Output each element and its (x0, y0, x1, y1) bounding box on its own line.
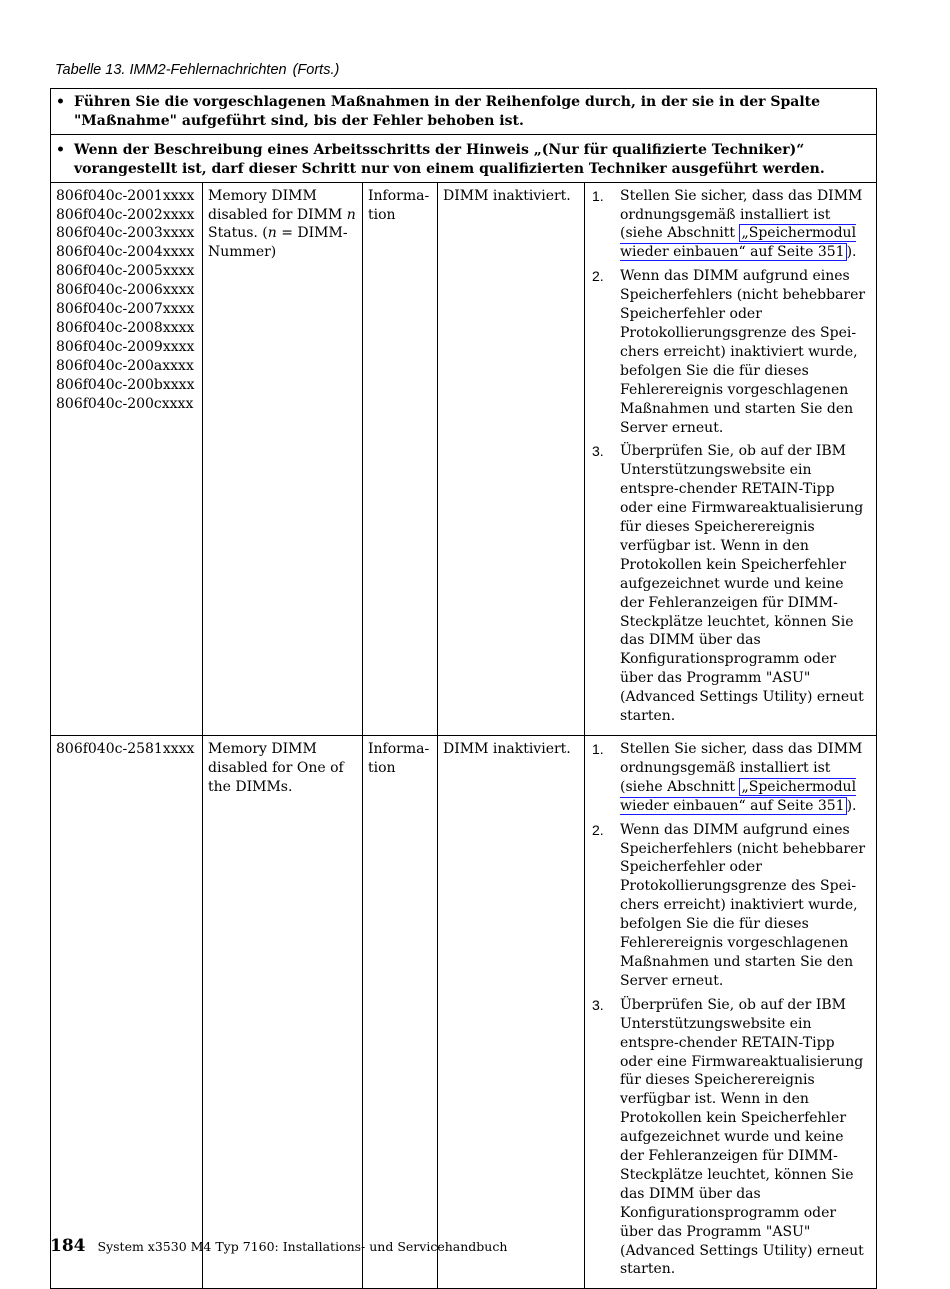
action-steps (590, 740, 871, 1279)
table-caption (55, 62, 339, 78)
header-note-text: Führen Sie die vorgeschlagenen Maßnahmen in der Reihenfolge durch, in der sie in der Spalte "Maßnahme" aufgeführt sind, bis der Fehler behoben ist. (74, 94, 821, 129)
event-code: 806f040c-2581xxxx (56, 741, 195, 757)
message-cell: Memory DIMM disabled for One of the DIMMs. (203, 736, 363, 1289)
action-step (590, 187, 871, 263)
action-step (590, 267, 871, 437)
message-cell (203, 182, 363, 735)
bullet: • (56, 141, 65, 158)
header-note (56, 93, 868, 131)
action-cell (585, 736, 877, 1289)
message-variable: n (346, 206, 356, 223)
step-text-part: Stellen Sie sicher, dass das DIMM ordnungsgemäß installiert ist (siehe Abschnitt (620, 187, 863, 242)
header-note-text: Wenn der Beschreibung eines Arbeitsschritts der Hinweis „(Nur für qualifizierte Techniker)“ vorangestellt ist, darf dieser Schritt nur von einem qualifizierten Techniker ausgeführt werden. (74, 141, 825, 177)
page-footer (50, 1236, 507, 1256)
explanation-cell: DIMM inaktiviert. (438, 182, 585, 735)
step-text (620, 740, 871, 816)
caption-title: Tabelle 13. IMM2-Fehlernachrichten (55, 62, 287, 78)
step-text: Wenn das DIMM aufgrund eines Speicherfehlers (nicht behebbarer Speicherfehler oder Protokollierungsgrenze des Spei-chers erreicht) inaktiviert wurde, befolgen Sie die für dieses Fehlerereignis vorgeschlagenen Maßnahmen und starten Sie den Server erneut. (620, 268, 866, 436)
action-step (590, 740, 871, 816)
error-message-table (50, 88, 877, 1289)
message-text: Memory DIMM disabled for DIMM (208, 187, 347, 223)
action-steps (590, 187, 871, 726)
step-number: 2. (592, 268, 604, 285)
event-code: 806f040c-2004xxxx (56, 244, 195, 261)
event-code: 806f040c-2002xxxx (56, 206, 195, 223)
message-text: Status. ( (208, 225, 268, 242)
action-cell (585, 182, 877, 735)
cross-reference-link[interactable]: „Speichermodul wieder einbauen“ auf Seite 351 (620, 225, 857, 261)
step-number: 1. (592, 741, 604, 757)
table-row (51, 736, 877, 1289)
event-code: 806f040c-2009xxxx (56, 338, 195, 355)
event-code: 806f040c-2008xxxx (56, 319, 195, 336)
message-variable: n (267, 225, 277, 242)
severity-cell: Informa-tion (363, 182, 438, 735)
step-text: Überprüfen Sie, ob auf der IBM Unterstützungswebsite ein entspre-chender RETAIN-Tipp oder eine Firmwareaktualisierung für dieses Speicherereignis verfügbar ist. Wenn in den Protokollen kein Speicherfehler aufgezeichnet wurde und keine der Fehleranzeigen für DIMM-Steckplätze leuchtet, können Sie das DIMM über das Konfigurationsprogramm oder über das Programm "ASU" (Advanced Settings Utility) erneut starten. (620, 996, 864, 1278)
cross-reference-link[interactable]: „Speichermodul wieder einbauen“ auf Seite 351 (620, 778, 857, 814)
step-number: 3. (592, 443, 604, 460)
table-row (51, 182, 877, 735)
step-text-part: ). (846, 797, 857, 814)
step-text-part: ). (846, 244, 857, 261)
caption-continued: (Forts.) (292, 62, 340, 78)
event-code: 806f040c-2003xxxx (56, 225, 195, 242)
step-text (620, 187, 871, 263)
action-step (590, 821, 871, 991)
message-text: = DIMM-Nummer) (208, 225, 348, 261)
bullet: • (56, 94, 65, 110)
event-codes-cell (51, 182, 203, 735)
header-note (51, 134, 876, 179)
event-codes-cell (51, 736, 203, 1289)
action-step (590, 442, 871, 726)
step-number: 1. (592, 187, 604, 204)
step-text: Wenn das DIMM aufgrund eines Speicherfehlers (nicht behebbarer Speicherfehler oder Protokollierungsgrenze des Spei-chers erreicht) inaktiviert wurde, befolgen Sie die für dieses Fehlerereignis vorgeschlagenen Maßnahmen und starten Sie den Server erneut. (620, 821, 866, 989)
event-code: 806f040c-200axxxx (56, 357, 194, 374)
step-number: 2. (592, 821, 604, 838)
event-code: 806f040c-2001xxxx (56, 187, 195, 204)
table-header-notes (51, 89, 877, 183)
book-title: System x3530 M4 Typ 7160: Installations- und Servicehandbuch (97, 1239, 508, 1254)
event-code: 806f040c-2006xxxx (56, 282, 195, 299)
step-text-part: Stellen Sie sicher, dass das DIMM ordnungsgemäß installiert ist (siehe Abschnitt (620, 741, 863, 795)
event-code: 806f040c-2005xxxx (56, 263, 195, 280)
event-code: 806f040c-2007xxxx (56, 301, 195, 318)
page-number: 184 (50, 1236, 86, 1256)
step-text: Überprüfen Sie, ob auf der IBM Unterstützungswebsite ein entspre-chender RETAIN-Tipp oder eine Firmwareaktualisierung für dieses Speicherereignis verfügbar ist. Wenn in den Protokollen kein Speicherfehler aufgezeichnet wurde und keine der Fehleranzeigen für DIMM-Steckplätze leuchtet, können Sie das DIMM über das Konfigurationsprogramm oder über das Programm "ASU" (Advanced Settings Utility) erneut starten. (620, 443, 864, 725)
event-code: 806f040c-200bxxxx (56, 376, 195, 393)
action-step (590, 996, 871, 1280)
step-number: 3. (592, 996, 604, 1013)
event-code: 806f040c-200cxxxx (56, 395, 194, 412)
severity-cell: Informa-tion (363, 736, 438, 1289)
explanation-cell: DIMM inaktiviert. (438, 736, 585, 1289)
